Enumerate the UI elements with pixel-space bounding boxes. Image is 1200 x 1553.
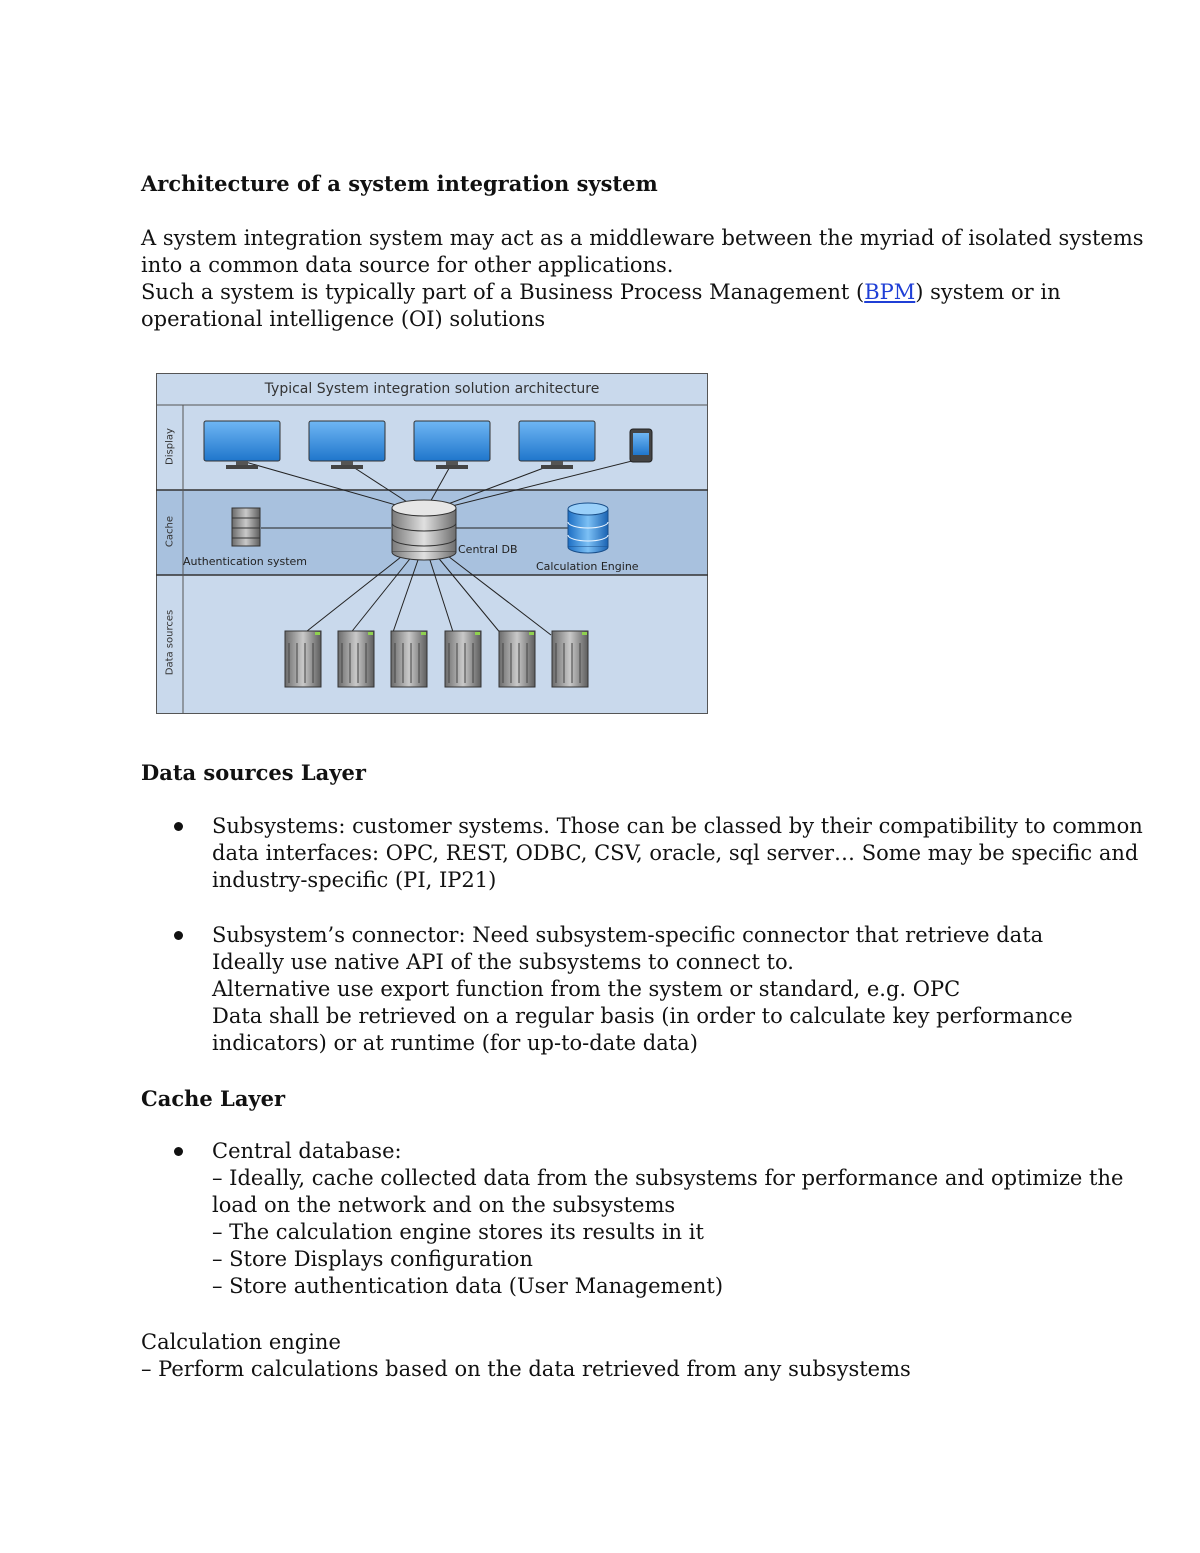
central-database-line-4: – The calculation engine stores its results in it (212, 1220, 704, 1244)
central-database-line-3: load on the network and on the subsystems (212, 1193, 676, 1217)
calculation-engine-heading: Calculation engine (141, 1330, 341, 1354)
intro-line-2: into a common data source for other applications. (141, 253, 674, 277)
data-sources-heading: Data sources Layer (141, 760, 366, 785)
layer-label-cache: Cache (164, 515, 176, 548)
connector-line-2: Ideally use native API of the subsystems to connect to. (212, 950, 794, 974)
diagram-title: Typical System integration solution architecture (264, 381, 600, 397)
connector-line-3: Alternative use export function from the system or standard, e.g. OPC (212, 977, 961, 1001)
connector-line-5: indicators) or at runtime (for up-to-date data) (212, 1031, 698, 1055)
central-db-label: Central DB (458, 543, 518, 556)
central-database-line-1: Central database: (212, 1139, 402, 1163)
connector-line-1: Subsystem’s connector: Need subsystem-specific connector that retrieve data (212, 923, 1044, 947)
intro-text-after-link: ) system or in (915, 280, 1061, 304)
central-database-line-2: – Ideally, cache collected data from the subsystems for performance and optimize the (212, 1166, 1124, 1190)
server-icon (552, 631, 588, 687)
subsystems-line-3: industry-specific (PI, IP21) (212, 868, 497, 892)
calculation-engine-label: Calculation Engine (536, 560, 639, 573)
bullet-icon (174, 822, 183, 831)
server-icon (285, 631, 321, 687)
bpm-link[interactable]: BPM (864, 280, 916, 304)
cache-heading: Cache Layer (141, 1086, 286, 1111)
intro-line-3 (141, 279, 1061, 306)
server-icon (391, 631, 427, 687)
calculation-engine-icon (568, 503, 608, 553)
server-icon (445, 631, 481, 687)
intro-line-1: A system integration system may act as a middleware between the myriad of isolated systems (141, 226, 1144, 250)
tablet-icon (630, 429, 652, 462)
bullet-icon (174, 931, 183, 940)
central-db-icon (392, 500, 456, 560)
intro-line-4: operational intelligence (OI) solutions (141, 307, 546, 331)
central-database-line-6: – Store authentication data (User Management) (212, 1274, 724, 1298)
authentication-server-icon (232, 508, 260, 546)
authentication-system-label: Authentication system (183, 555, 308, 568)
subsystems-line-2: data interfaces: OPC, REST, ODBC, CSV, oracle, sql server… Some may be specific and (212, 841, 1139, 865)
central-database-line-5: – Store Displays configuration (212, 1247, 533, 1271)
page-title: Architecture of a system integration system (141, 171, 658, 196)
bullet-icon (174, 1147, 183, 1156)
layer-label-display: Display (164, 428, 176, 465)
architecture-diagram-svg (156, 373, 708, 714)
intro-text-before-link: Such a system is typically part of a Business Process Management ( (141, 280, 865, 304)
subsystems-line-1: Subsystems: customer systems. Those can be classed by their compatibility to common (212, 814, 1143, 838)
connector-line-4: Data shall be retrieved on a regular basis (in order to calculate key performance (212, 1004, 1073, 1028)
calculation-engine-line: – Perform calculations based on the data retrieved from any subsystems (141, 1357, 911, 1381)
server-icon (499, 631, 535, 687)
server-icon (338, 631, 374, 687)
architecture-diagram (156, 373, 708, 714)
layer-label-data-sources: Data sources (164, 609, 176, 676)
